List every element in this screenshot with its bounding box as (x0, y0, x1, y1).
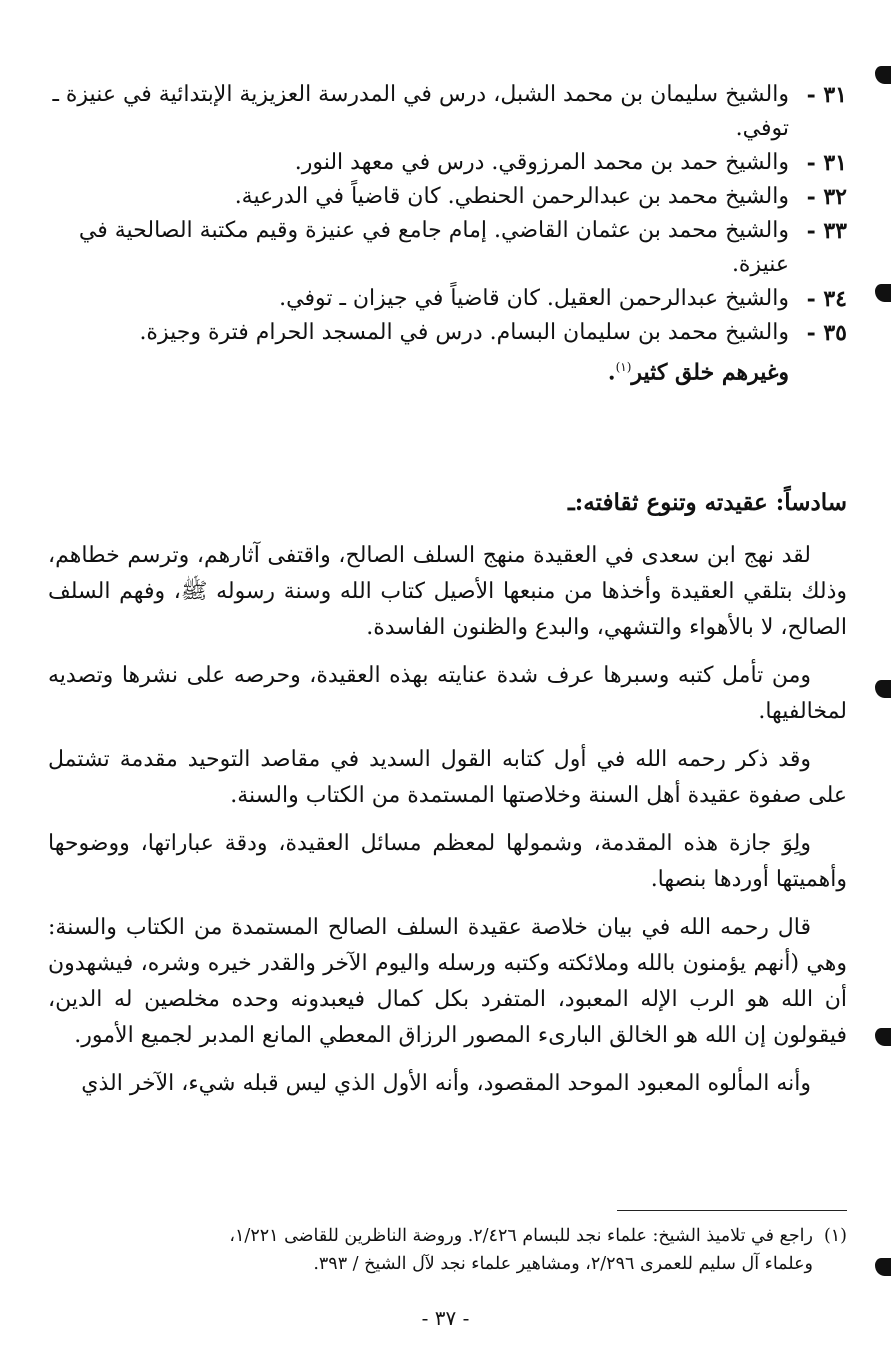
paragraph: ومن تأمل كتبه وسبرها عرف شدة عنايته بهذه العقيدة، وحرصه على نشرها وتصديه لمخالفيها. (48, 663, 847, 724)
list-item-number: ٣١ - (806, 82, 847, 108)
closing-line: وغيرهم خلق كثير$^{(١)}$. (607, 359, 789, 386)
list-item-number: ٣٢ - (806, 184, 847, 210)
footnote (48, 1222, 847, 1278)
list-item (48, 214, 847, 282)
binding-mark (875, 284, 891, 302)
list-item-number: ٣٣ - (806, 218, 847, 244)
closing-line-text: وغيرهم خلق كثير (631, 359, 789, 386)
footnote-reference: (١) (615, 360, 632, 374)
paragraph: قال رحمه الله في بيان خلاصة عقيدة السلف الصالح المستمدة من الكتاب والسنة: وهي (أنهم يؤمنون بالله وملائكته وكتبه ورسله واليوم الآخر والقدر خيره وشره، فيشهدون أن الله هو الرب الإله المعبود، المتفرد بكل كمال فيعبدونه وحده مخلصين له الدين، فيقولون إن الله هو الخالق البارىء المصور الرزاق المعطي المانع المدبر لجميع الأمور. (48, 915, 847, 1048)
binding-mark (875, 66, 891, 84)
list-item-text: والشيخ عبدالرحمن العقيل. كان قاضياً في جيزان ـ توفي. (279, 286, 789, 311)
list-item-text: والشيخ سليمان بن محمد الشبل، درس في المدرسة العزيزية الإبتدائية في عنيزة ـ توفي. (52, 82, 789, 141)
students-list (48, 78, 847, 389)
list-item (48, 282, 847, 316)
body-text (48, 538, 847, 1114)
footnote-text: وعلماء آل سليم للعمرى ٢/٢٩٦، ومشاهير علماء نجد لآل الشيخ / ٣٩٣. (313, 1254, 813, 1274)
list-item (48, 78, 847, 146)
footnote-separator (617, 1210, 847, 1211)
list-item-text: والشيخ محمد بن سليمان البسام. درس في المسجد الحرام فترة وجيزة. (139, 320, 789, 345)
list-item (48, 316, 847, 350)
page-number: - ٣٧ - (421, 1306, 470, 1330)
list-item (48, 180, 847, 214)
binding-mark (875, 680, 891, 698)
list-item-text: والشيخ محمد بن عثمان القاضي. إمام جامع في عنيزة وقيم مكتبة الصالحية في عنيزة. (78, 218, 789, 277)
binding-mark (875, 1258, 891, 1276)
list-item-text: والشيخ محمد بن عبدالرحمن الحنطي. كان قاضياً في الدرعية. (234, 184, 789, 209)
binding-mark (875, 1028, 891, 1046)
footnote-number: (١) (823, 1226, 847, 1246)
footnote-line (48, 1222, 847, 1250)
list-item-number: ٣١ - (806, 150, 847, 176)
section-title: سادساً: عقيدته وتنوع ثقافته:ـ (567, 489, 847, 516)
paragraph: وقد ذكر رحمه الله في أول كتابه القول السديد في مقاصد التوحيد مقدمة تشتمل على صفوة عقيدة أهل السنة وخلاصتها المستمدة من الكتاب والسنة. (48, 747, 847, 808)
footnote-line (48, 1250, 813, 1278)
list-item-number: ٣٤ - (806, 286, 847, 312)
list-item-number: ٣٥ - (806, 320, 847, 346)
paragraph: وأنه المألوه المعبود الموحد المقصود، وأنه الأول الذي ليس قبله شيء، الآخر الذي (81, 1071, 811, 1096)
paragraph: لقد نهج ابن سعدى في العقيدة منهج السلف الصالح، واقتفى آثارهم، وترسم خطاهم، وذلك بتلقي العقيدة وأخذها من منبعها الأصيل كتاب الله وسنة رسوله ﷺ، وفهم السلف الصالح، لا بالأهواء والتشهي، والبدع والظنون الفاسدة. (48, 543, 847, 640)
footnote-text: راجع في تلاميذ الشيخ: علماء نجد للبسام ٢/٤٢٦. وروضة الناظرين للقاضى ١/٢٢١، (229, 1226, 813, 1246)
list-item-text: والشيخ حمد بن محمد المرزوقي. درس في معهد النور. (294, 150, 789, 175)
paragraph: ولِوَ جازة هذه المقدمة، وشمولها لمعظم مسائل العقيدة، ودقة عباراتها، ووضوحها وأهميتها أوردها بنصها. (48, 831, 847, 892)
list-item (48, 146, 847, 180)
